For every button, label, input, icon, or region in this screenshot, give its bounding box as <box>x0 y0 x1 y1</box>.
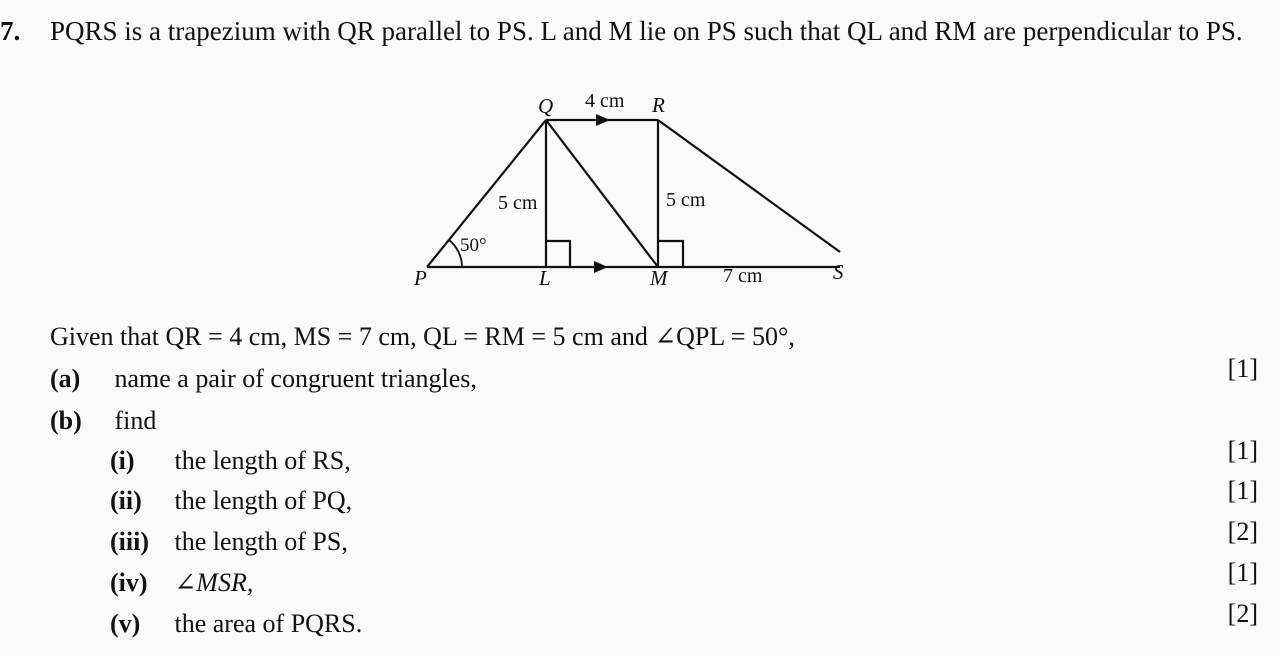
right-angle-m <box>658 241 683 267</box>
part-a-label: (a) <box>50 364 81 393</box>
subpart-v-marks: [2] <box>1227 599 1258 628</box>
part-a-text: name a pair of congruent triangles, <box>114 364 477 393</box>
subpart-ii-text: the length of PQ, <box>174 486 353 515</box>
subpart-iii-marks: [2] <box>1227 517 1258 546</box>
subpart-i-label: (i) <box>110 446 135 475</box>
subpart-iv <box>110 568 253 598</box>
given-text: Given that QR = 4 cm, MS = 7 cm, QL = RM = 5 cm and ∠QPL = 50°, <box>50 322 795 351</box>
label-p: P <box>414 266 427 290</box>
part-b <box>50 406 156 436</box>
subpart-iv-label: (iv) <box>110 568 148 597</box>
label-m: M <box>650 266 668 290</box>
side-rs <box>658 120 840 252</box>
label-r: R <box>652 93 665 117</box>
subpart-ii-label: (ii) <box>110 486 142 515</box>
part-a-marks: [1] <box>1227 354 1258 383</box>
label-l: L <box>539 266 551 290</box>
subpart-v-label: (v) <box>110 609 141 638</box>
part-b-text: find <box>114 406 157 435</box>
trapezium-diagram <box>400 85 870 295</box>
label-ms-length: 7 cm <box>723 265 763 287</box>
subpart-v-text: the area of PQRS. <box>174 609 363 638</box>
subpart-v <box>110 609 362 639</box>
subpart-ii-marks: [1] <box>1227 476 1258 505</box>
subpart-i-marks: [1] <box>1227 436 1258 465</box>
subpart-i-text: the length of RS, <box>174 446 351 475</box>
question-statement: PQRS is a trapezium with QR parallel to PS. L and M lie on PS such that QL and RM are perpendicular to PS. <box>50 16 1243 46</box>
subpart-iii-label: (iii) <box>110 527 149 556</box>
parallel-arrow-qr <box>596 114 610 126</box>
subpart-ii <box>110 486 352 516</box>
label-qr-length: 4 cm <box>585 90 625 112</box>
label-angle-p: 50° <box>460 235 487 256</box>
question-number: 7. <box>0 16 21 46</box>
label-rm-length: 5 cm <box>666 189 706 211</box>
label-q: Q <box>538 94 554 118</box>
subpart-i <box>110 446 351 476</box>
subpart-iv-marks: [1] <box>1227 558 1258 587</box>
part-b-label: (b) <box>50 406 82 435</box>
subpart-iv-text: ∠MSR, <box>174 568 254 597</box>
label-ql-length: 5 cm <box>498 192 538 214</box>
given-statement <box>50 322 795 352</box>
right-angle-l <box>546 241 570 267</box>
parallel-arrow-ps <box>594 261 608 273</box>
subpart-iii-text: the length of PS, <box>174 527 348 556</box>
part-a <box>50 364 477 394</box>
subpart-iii <box>110 527 348 557</box>
segment-qm <box>546 120 658 267</box>
label-s: S <box>833 260 844 284</box>
